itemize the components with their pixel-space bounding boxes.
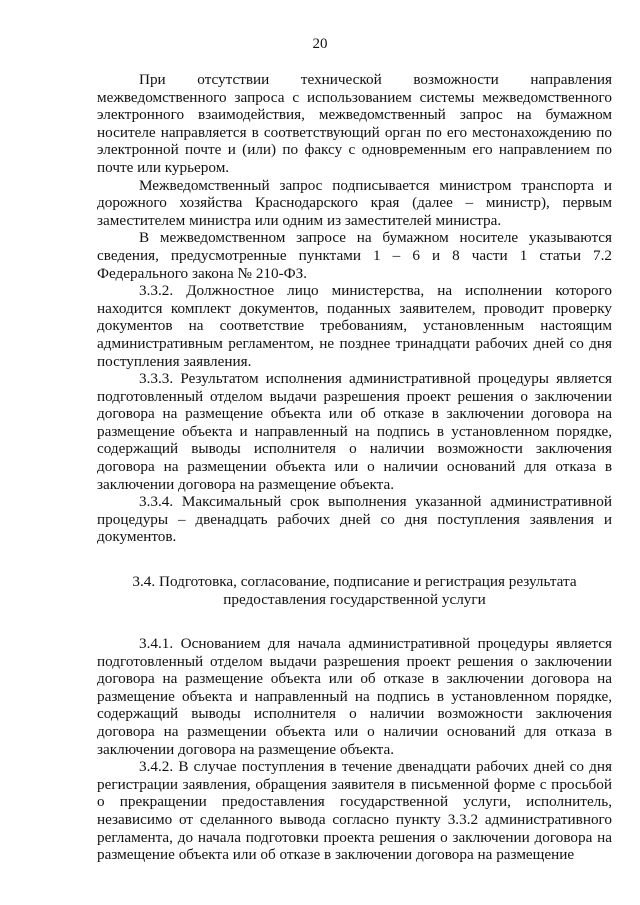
section-heading-line-1: 3.4. Подготовка, согласование, подписание и регистрация результата xyxy=(132,573,577,591)
paragraph-request-signing: Межведомственный запрос подписывается министром транспорта и дорожного хозяйства Краснодарского края (далее – министр), первым заместителем министра или одним из заместителей министра. xyxy=(97,176,612,229)
section-heading-3-4 xyxy=(97,573,612,609)
paragraph-3-3-4: 3.3.4. Максимальный срок выполнения указанной административной процедуры – двенадцать рабочих дней со дня поступления заявления и документов. xyxy=(97,493,612,546)
paragraph-paper-request-info: В межведомственном запросе на бумажном носителе указываются сведения, предусмотренные пунктами 1 – 6 и 8 части 1 статьи 7.2 Федерального закона № 210-ФЗ. xyxy=(97,229,612,282)
paragraph-3-4-2: 3.4.2. В случае поступления в течение двенадцати рабочих дней со дня регистрации заявления, обращения заявителя в письменной форме с просьбой о прекращении предоставления государственной услуги, исполнитель, независимо от сделанного вывода согласно пункту 3.3.2 административного регламента, до начала подготовки проекта решения о заключении договора на размещение объекта или об отказе в заключении договора на размещение xyxy=(97,758,612,864)
paragraph-3-4-1: 3.4.1. Основанием для начала административной процедуры является подготовленный отделом выдачи разрешения проект решения о заключении договора на размещение объекта или об отказе в заключении договора на размещение объекта и направленный на подпись в установленном порядке, содержащий выводы исполнителя о наличии возможности заключения договора на размещении объекта или о наличии оснований для отказа в заключении договора на размещение объекта. xyxy=(97,635,612,758)
paragraph-3-3-2: 3.3.2. Должностное лицо министерства, на исполнении которого находится комплект документов, поданных заявителем, проводит проверку документов на соответствие требованиям, установленным настоящим административным регламентом, не позднее тринадцати рабочих дней со дня поступления заявления. xyxy=(97,282,612,370)
section-heading-line-2: предоставления государственной услуги xyxy=(223,591,486,609)
paragraph-3-3-3: 3.3.3. Результатом исполнения административной процедуры является подготовленный отделом выдачи разрешения проект решения о заключении договора на размещение объекта или об отказе в заключении договора на размещение объекта и направленный на подпись в установленном порядке, содержащий выводы исполнителя о наличии возможности заключения договора на размещении объекта или о наличии оснований для отказа в заключении договора на размещение объекта. xyxy=(97,370,612,493)
paragraph-no-tech-capability: При отсутствии технической возможности направления межведомственного запроса с использованием системы межведомственного электронного взаимодействия, межведомственный запрос на бумажном носителе направляется в соответствующий орган по его местонахождению по электронной почте и (или) по факсу с одновременным его направлением по почте или курьером. xyxy=(97,71,612,176)
document-body xyxy=(97,71,612,864)
page-number: 20 xyxy=(312,36,328,52)
